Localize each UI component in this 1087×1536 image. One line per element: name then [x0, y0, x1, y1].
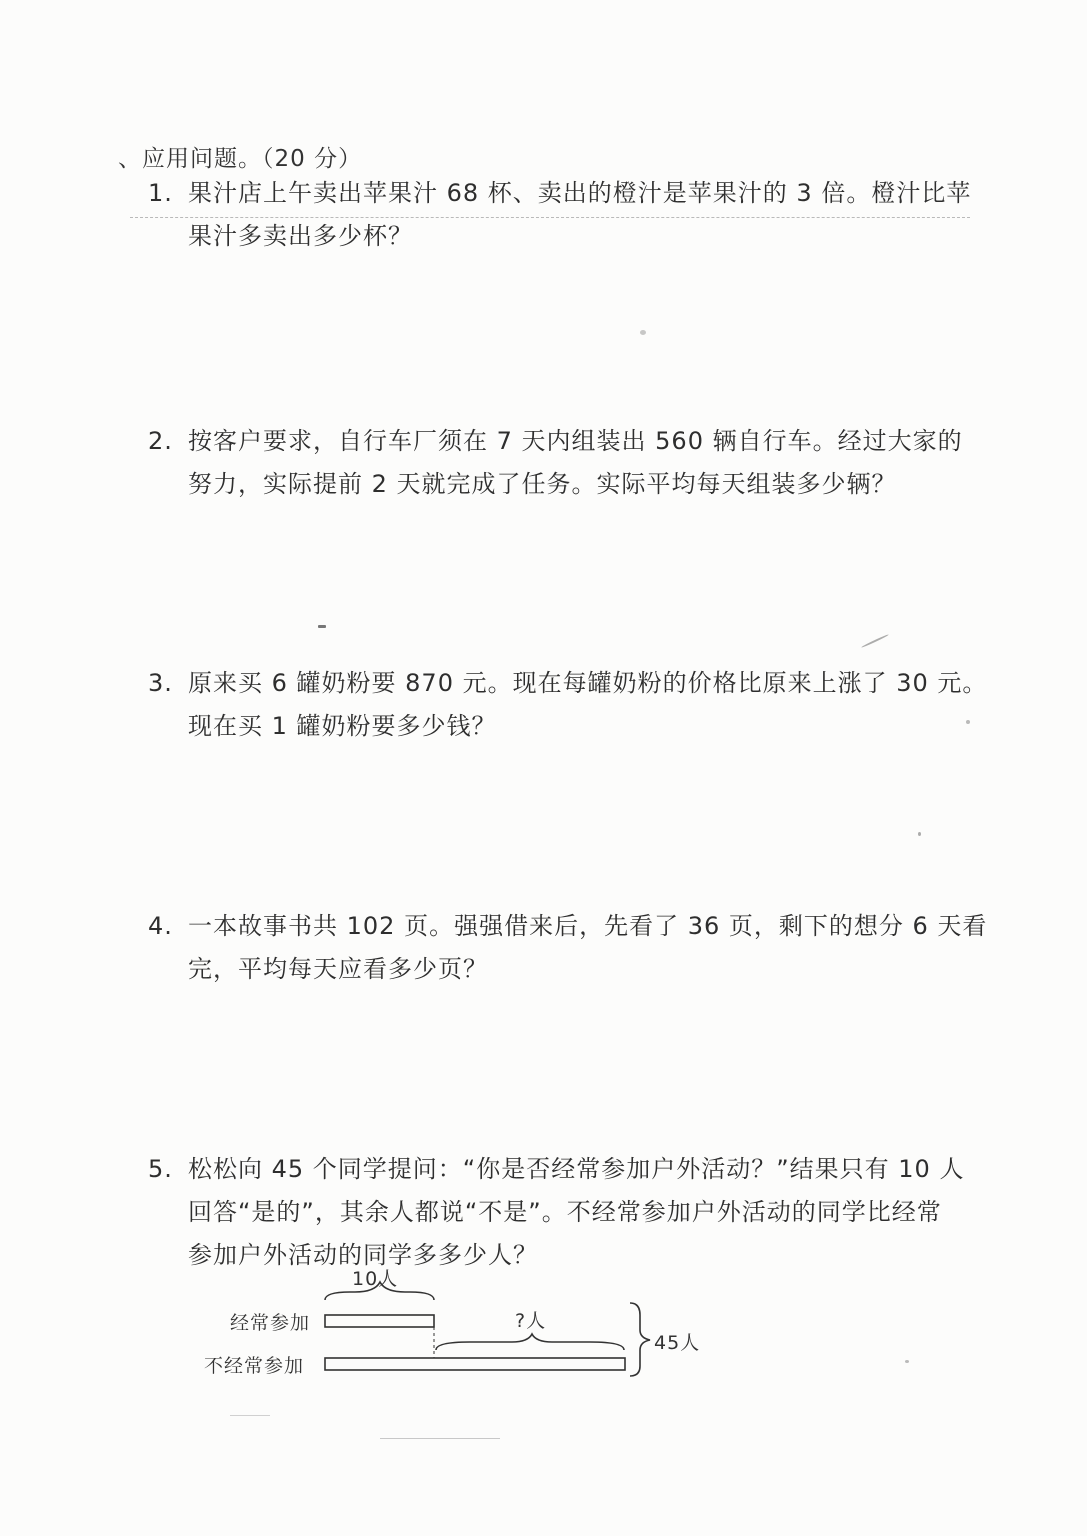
- scan-smudge: [230, 1415, 270, 1416]
- question-line: 一本故事书共 102 页。强强借来后，先看了 36 页，剩下的想分 6 天看: [188, 912, 988, 940]
- scan-speck: [966, 720, 970, 724]
- question-4: [148, 905, 988, 991]
- question-line: 果汁多卖出多少杯？: [188, 222, 413, 250]
- middle-brace: [436, 1334, 624, 1350]
- question-number: 4.: [148, 912, 173, 940]
- question-2: [148, 420, 978, 506]
- middle-brace-label: ?人: [515, 1310, 547, 1332]
- question-line: 现在买 1 罐奶粉要多少钱？: [188, 712, 497, 740]
- scan-speck: [918, 832, 921, 836]
- question-number: 3.: [148, 669, 173, 697]
- question-line: 回答“是的”，其余人都说“不是”。不经常参加户外活动的同学比经常: [188, 1198, 942, 1226]
- question-number: 2.: [148, 427, 173, 455]
- scan-speck: [640, 330, 646, 335]
- section-title: 、应用问题。（20 分）: [118, 146, 363, 172]
- scan-smudge: [380, 1438, 500, 1439]
- scan-speck: [861, 634, 889, 648]
- row-label-regular: 经常参加: [230, 1312, 311, 1334]
- question-5: [148, 1148, 978, 1277]
- line-segment-diagram: [190, 1270, 750, 1390]
- question-3: [148, 662, 988, 748]
- question-line: 努力，实际提前 2 天就完成了任务。实际平均每天组装多少辆？: [188, 470, 897, 498]
- question-1: [148, 172, 978, 258]
- total-brace: [630, 1303, 650, 1376]
- question-line: 果汁店上午卖出苹果汁 68 杯、卖出的橙汁是苹果汁的 3 倍。橙汁比苹: [188, 179, 972, 207]
- question-line: 完，平均每天应看多少页？: [188, 955, 488, 983]
- question-number: 5.: [148, 1155, 173, 1183]
- total-label: 45人: [654, 1332, 701, 1354]
- scan-speck: [905, 1360, 909, 1363]
- row-label-not-regular: 不经常参加: [204, 1355, 305, 1377]
- bar-regular: [325, 1315, 434, 1327]
- question-line: 松松向 45 个同学提问：“你是否经常参加户外活动？”结果只有 10 人: [188, 1155, 965, 1183]
- question-line: 参加户外活动的同学多多少人？: [188, 1241, 538, 1269]
- bar-not-regular: [325, 1358, 625, 1370]
- question-line: 原来买 6 罐奶粉要 870 元。现在每罐奶粉的价格比原来上涨了 30 元。: [188, 669, 988, 697]
- top-brace-label: 10人: [352, 1268, 399, 1290]
- scan-speck: [318, 625, 326, 628]
- question-line: 按客户要求，自行车厂须在 7 天内组装出 560 辆自行车。经过大家的: [188, 427, 963, 455]
- question-number: 1.: [148, 179, 173, 207]
